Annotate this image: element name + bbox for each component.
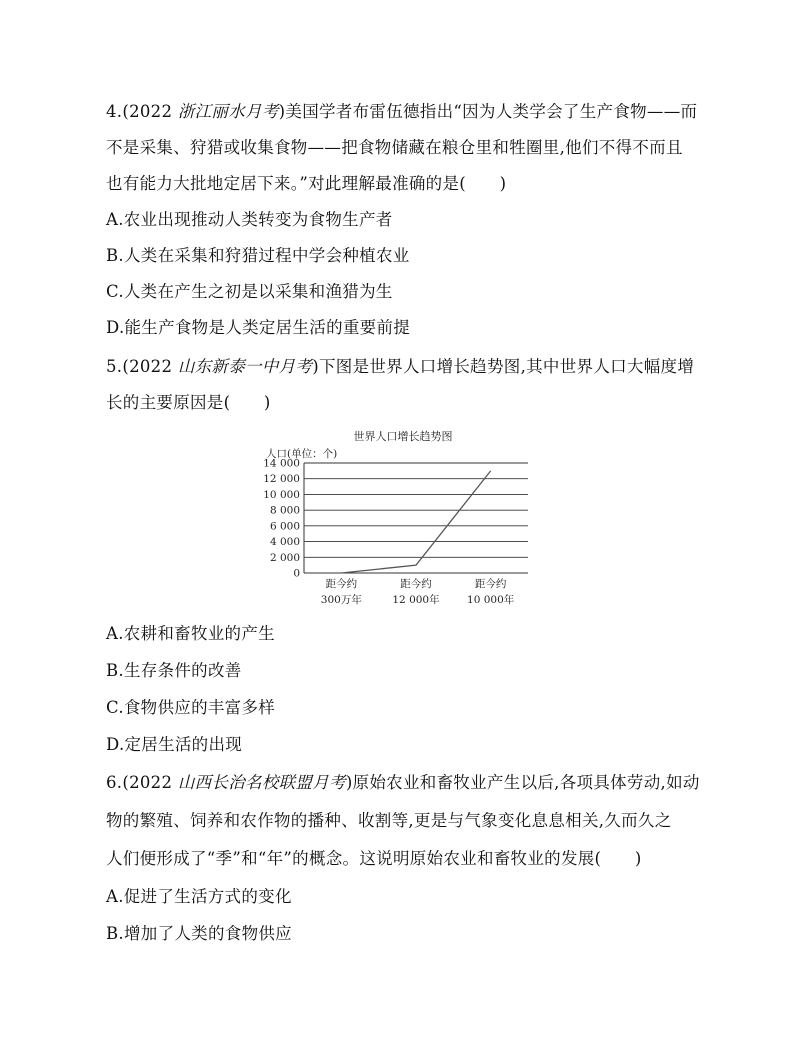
question-6-source-suffix: ) [345, 773, 353, 792]
question-6-stem-line-2: 物的繁殖、饲养和农作物的播种、收割等,更是与气象变化息息相关,久而久之 [106, 811, 672, 830]
chart-grid [304, 463, 528, 573]
chart-x-ticks [321, 577, 515, 606]
chart-y-tick-label: 4 000 [269, 536, 300, 549]
chart-x-tick-label: 300万年 [320, 594, 362, 606]
question-5-option-a: A.农耕和畜牧业的产生 [106, 624, 275, 643]
question-4-stem-line-2: 不是采集、狩猎或收集食物——把食物储藏在粮仓里和牲圈里,他们不得不而且 [106, 138, 683, 157]
chart-y-tick-label: 12 000 [263, 473, 300, 486]
chart-x-tick-label: 12 000年 [392, 594, 440, 606]
chart-x-tick-label: 距今约 [325, 578, 358, 590]
question-4-stem-line-3: 也有能力大批地定居下来。”对此理解最准确的是( ) [106, 174, 507, 193]
question-4-option-d: D.能生产食物是人类定居生活的重要前提 [106, 318, 411, 337]
chart-y-axis-label: 人口(单位：个) [266, 448, 338, 460]
question-5-stem-line-1: 下图是世界人口增长趋势图,其中世界人口大幅度增 [318, 357, 695, 376]
question-4-stem-line-1: 美国学者布雷伍德指出“因为人类学会了生产食物——而 [285, 102, 698, 121]
population-chart-svg [258, 424, 548, 614]
question-5-number: 5. [106, 357, 123, 376]
question-4-number: 4. [106, 102, 123, 121]
question-6-stem-line-1: 原始农业和畜牧业产生以后,各项具体劳动,如动 [352, 773, 700, 792]
question-6-option-b: B.增加了人类的食物供应 [106, 924, 292, 943]
question-6-number: 6. [106, 773, 123, 792]
question-4-source: 浙江丽水月考 [177, 102, 279, 121]
chart-y-tick-label: 2 000 [269, 551, 300, 564]
chart-title: 世界人口增长趋势图 [353, 430, 453, 443]
question-4-source-prefix: (2022 [122, 102, 178, 121]
question-5-source-suffix: ) [312, 357, 319, 376]
chart-y-tick-label: 14 000 [263, 457, 300, 470]
chart-y-tick-label: 8 000 [269, 504, 300, 517]
question-5-option-d: D.定居生活的出现 [106, 735, 243, 754]
question-4-option-a: A.农业出现推动人类转变为食物生产者 [106, 210, 393, 229]
population-chart [258, 424, 548, 614]
chart-y-tick-label: 6 000 [269, 520, 300, 533]
chart-y-tick-label: 10 000 [263, 488, 300, 501]
question-4-source-suffix: ) [278, 102, 286, 121]
question-5-source-prefix: (2022 [122, 357, 178, 376]
question-6-option-a: A.促进了生活方式的变化 [106, 887, 292, 906]
question-5-option-b: B.生存条件的改善 [106, 661, 242, 680]
chart-y-ticks [263, 458, 300, 580]
question-5-option-c: C.食物供应的丰富多样 [106, 698, 276, 717]
question-6-source-prefix: (2022 [122, 773, 178, 792]
question-5-line-1 [106, 353, 694, 377]
question-5-source: 山东新泰一中月考 [177, 357, 313, 376]
chart-x-tick-label: 距今约 [400, 578, 432, 590]
chart-x-tick-label: 10 000年 [467, 594, 515, 606]
question-6-stem-line-3: 人们便形成了“季”和“年”的概念。这说明原始农业和畜牧业的发展( ) [106, 849, 642, 868]
question-6-line-1 [106, 769, 700, 793]
question-6-source: 山西长治名校联盟月考 [177, 773, 346, 792]
question-4-line-1 [106, 98, 697, 122]
chart-x-tick-label: 距今约 [474, 578, 507, 590]
chart-y-tick-label: 0 [293, 567, 300, 580]
question-4-option-c: C.人类在产生之初是以采集和渔猎为生 [106, 282, 393, 301]
question-4-option-b: B.人类在采集和狩猎过程中学会种植农业 [106, 246, 410, 265]
question-5-stem-line-2: 长的主要原因是( ) [106, 393, 271, 412]
